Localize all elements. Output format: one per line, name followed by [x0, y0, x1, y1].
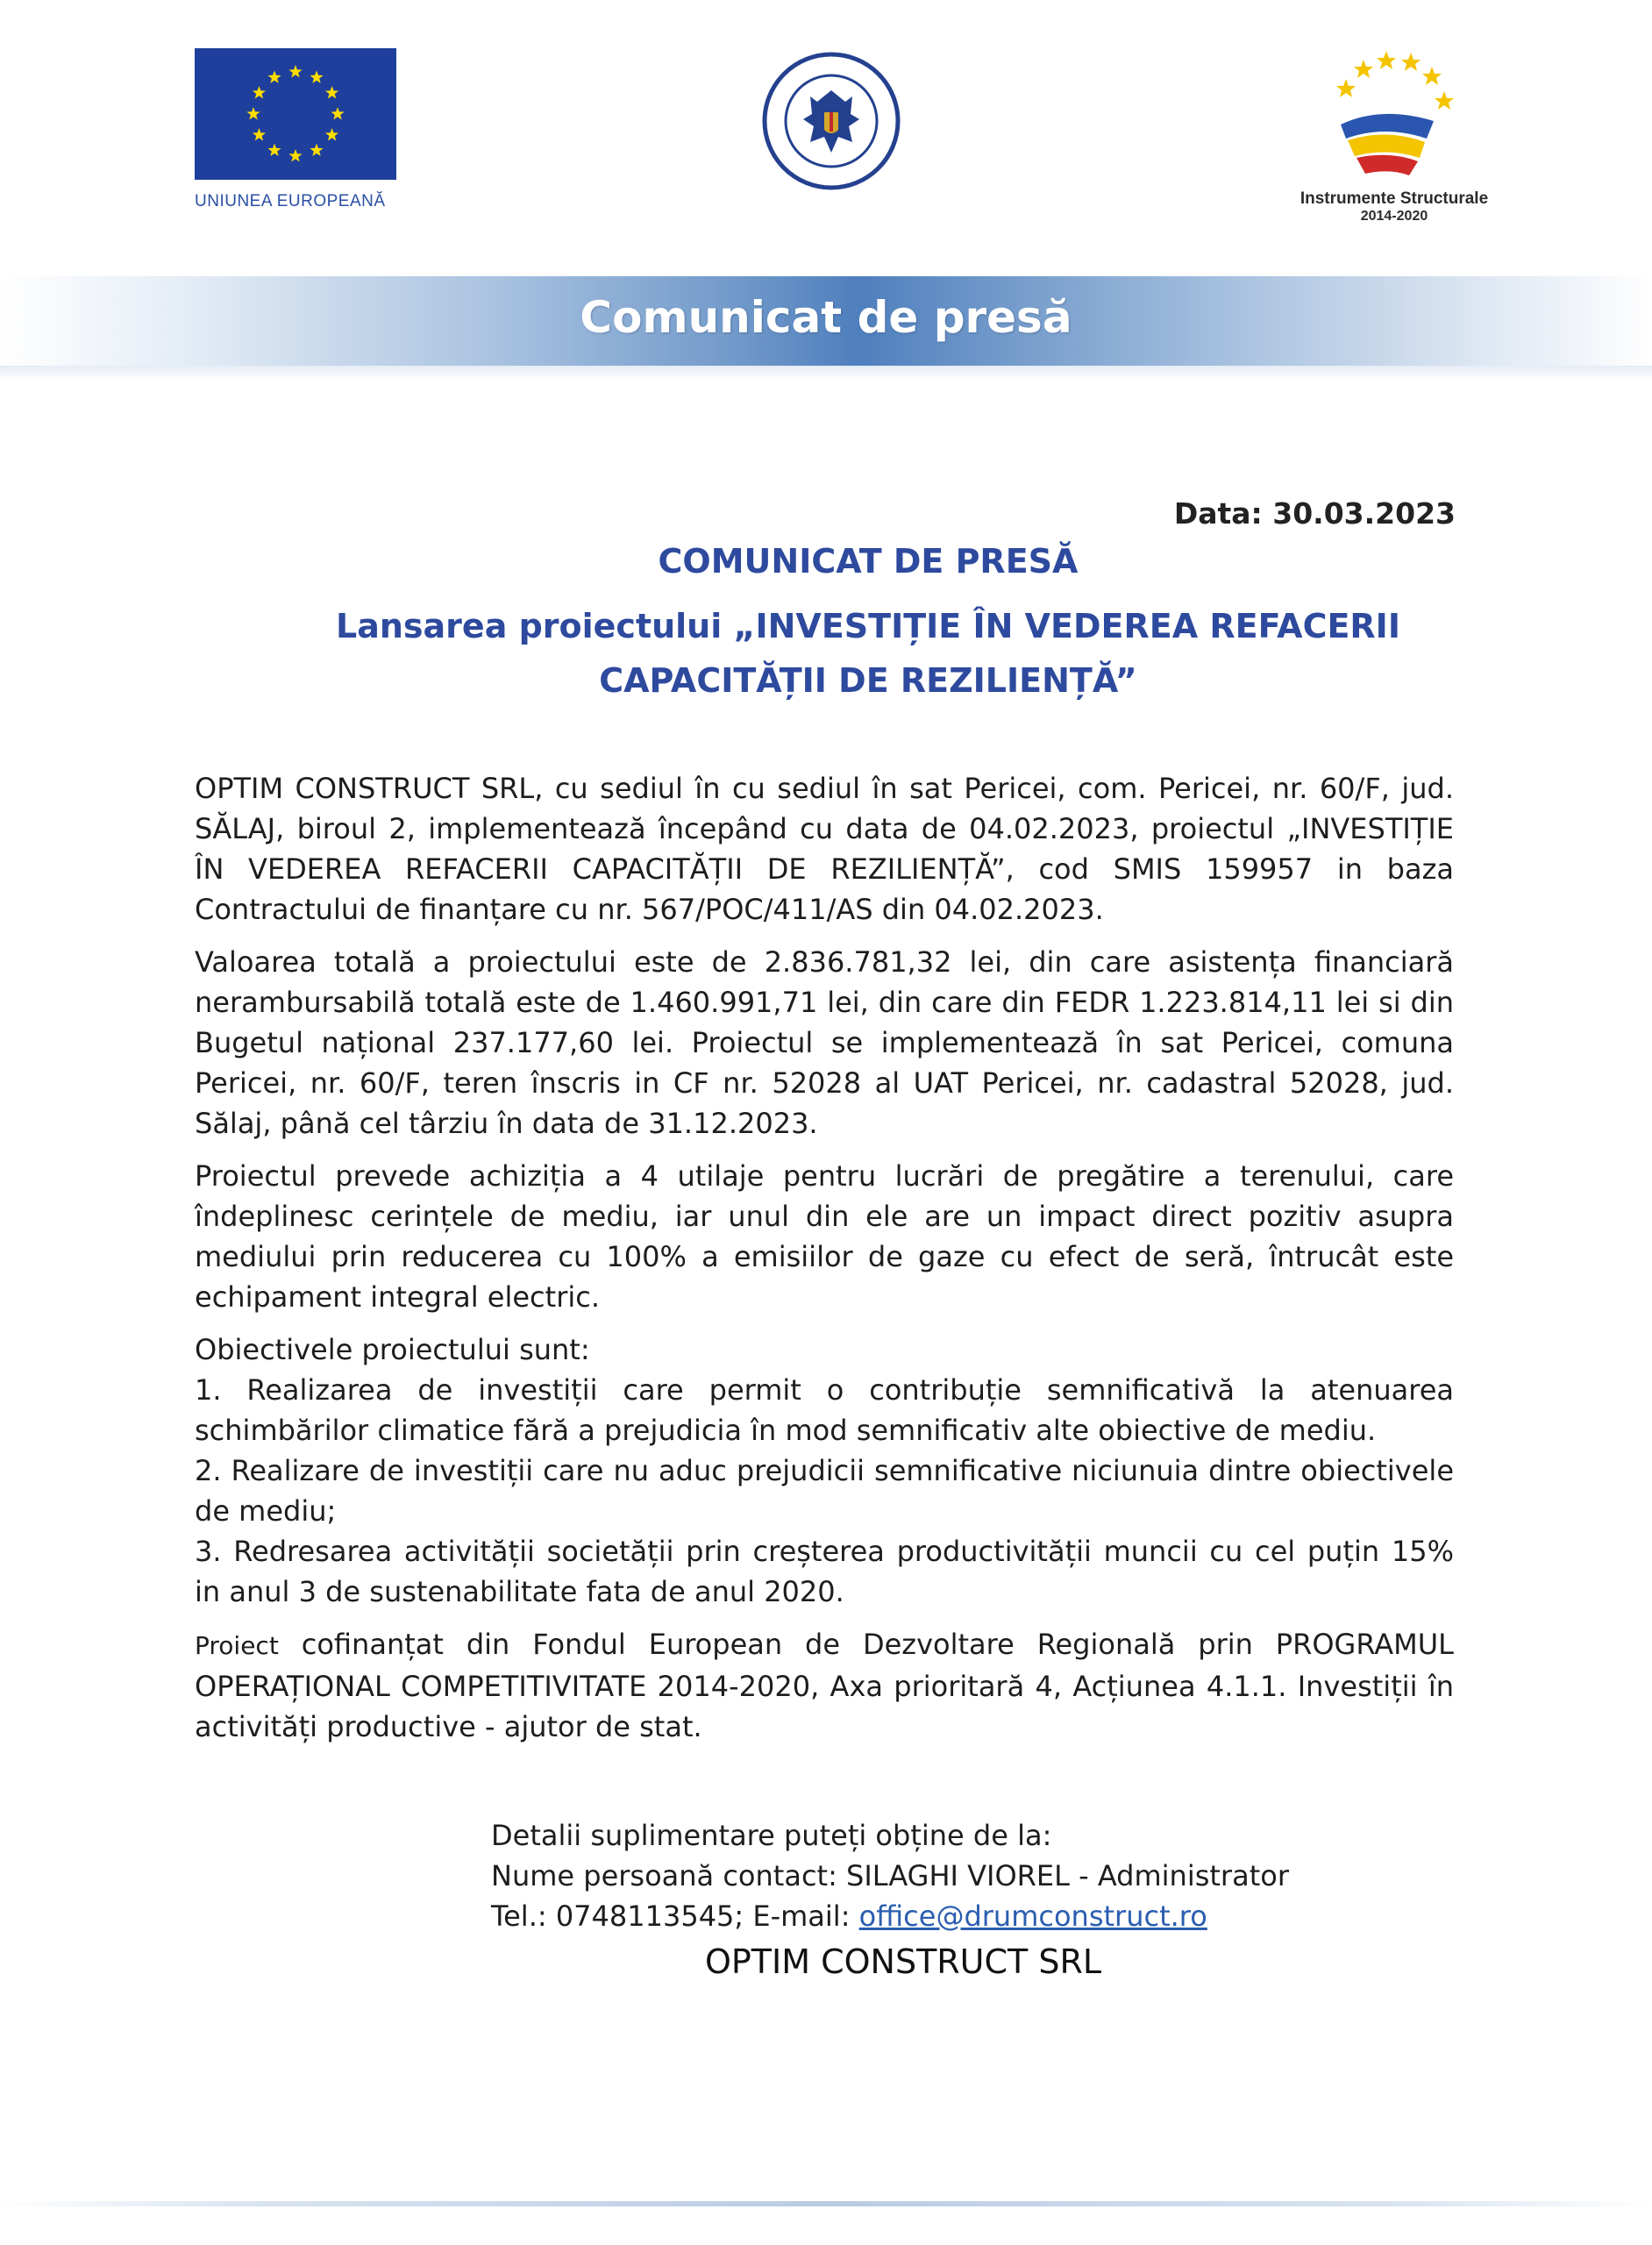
objectives-intro: Obiectivele proiectului sunt: [195, 1333, 590, 1366]
eu-caption: UNIUNEA EUROPEANĂ [195, 192, 386, 210]
structural-caption-line2: 2014-2020 [1360, 209, 1428, 224]
company-signature: OPTIM CONSTRUCT SRL [704, 1942, 1102, 1981]
contact-person: Nume persoană contact: SILAGHI VIOREL - Administrator [491, 1859, 1289, 1892]
paragraph-acquisition: Proiectul prevede achiziția a 4 utilaje pentru lucrări de pregătire a terenului, care îndeplinesc cerințele de mediu, iar unul din ele are un impact direct pozitiv asupra mediului prin reducerea cu 100% a emisiilor de gaze cu efect de seră, întrucât este echipament integral electric. [195, 1159, 1454, 1314]
project-title-line2: CAPACITĂȚII DE REZILIENȚĂ” [599, 661, 1137, 700]
contact-intro: Detalii suplimentare puteți obține de la: [491, 1819, 1052, 1852]
footer-divider [0, 2201, 1652, 2206]
objective-item: 1. Realizarea de investiții care permit o contribuție semnificativă la atenuarea schimbărilor climatice fără a prejudicia în mod semnificativ alte obiective de mediu. [195, 1373, 1454, 1447]
main-heading: COMUNICAT DE PRESĂ [658, 542, 1079, 581]
structural-instruments-logo [1289, 44, 1499, 224]
project-title-line1: Lansarea proiectului „INVESTIȚIE ÎN VEDEREA REFACERII [336, 607, 1400, 645]
body-text [195, 768, 1454, 1759]
objective-item: 2. Realizare de investiții care nu aduc prejudicii semnificative niciunuia dintre obiectivele de mediu; [195, 1454, 1454, 1528]
release-date: Data: 30.03.2023 [1173, 496, 1456, 531]
objective-item: 3. Redresarea activității societății prin creșterea productivității muncii cu cel puțin 15% in anul 3 de sustenabilitate fata de anul 2020. [195, 1535, 1454, 1608]
contact-phone: Tel.: 0748113545; E-mail: [491, 1899, 859, 1933]
objectives-block [195, 1329, 1454, 1612]
paragraph-value: Valoarea totală a proiectului este de 2.836.781,32 lei, din care asistența financiară nerambursabilă totală este de 1.460.991,71 lei, din care din FEDR 1.223.814,11 lei si din Bugetul național 237.177,60 lei. Proiectul se implementează în sat Pericei, comuna Pericei, nr. 60/F, teren înscris in CF nr. 52028 al UAT Pericei, nr. cadastral 52028, jud. Sălaj, până cel târziu în data de 31.12.2023. [195, 945, 1454, 1140]
email-link[interactable]: office@drumconstruct.ro [858, 1899, 1207, 1933]
banner-title: Comunicat de presă [580, 292, 1072, 343]
structural-instruments-icon [1328, 44, 1460, 184]
funding-text: cofinanțat din Fondul European de Dezvoltare Regională prin PROGRAMUL OPERAȚIONAL COMPETITIVITATE 2014-2020, Axa prioritară 4, Acțiunea 4.1.1. Investiții în activități productive - ajutor de stat. [195, 1628, 1455, 1743]
paragraph-funding [195, 1624, 1454, 1747]
contact-block [491, 1815, 1456, 1936]
funding-word: Proiect [195, 1631, 279, 1660]
structural-caption-line1: Instrumente Structurale [1300, 189, 1489, 208]
government-seal-icon [761, 51, 901, 191]
eu-flag-icon [195, 48, 396, 180]
paragraph-company: OPTIM CONSTRUCT SRL, cu sediul în cu sediul în sat Pericei, com. Pericei, nr. 60/F, jud. SĂLAJ, biroul 2, implementează începând cu data de 04.02.2023, proiectul „INVESTIȚIE ÎN VEDEREA REFACERII CAPACITĂȚII DE REZILIENȚĂ”, cod SMIS 159957 in baza Contractului de finanțare cu nr. 567/POC/411/AS din 04.02.2023. [195, 772, 1454, 926]
press-release-banner [0, 276, 1652, 366]
eu-logo [195, 48, 396, 211]
contact-phone-email [491, 1896, 1456, 1936]
government-seal-logo [761, 51, 901, 191]
